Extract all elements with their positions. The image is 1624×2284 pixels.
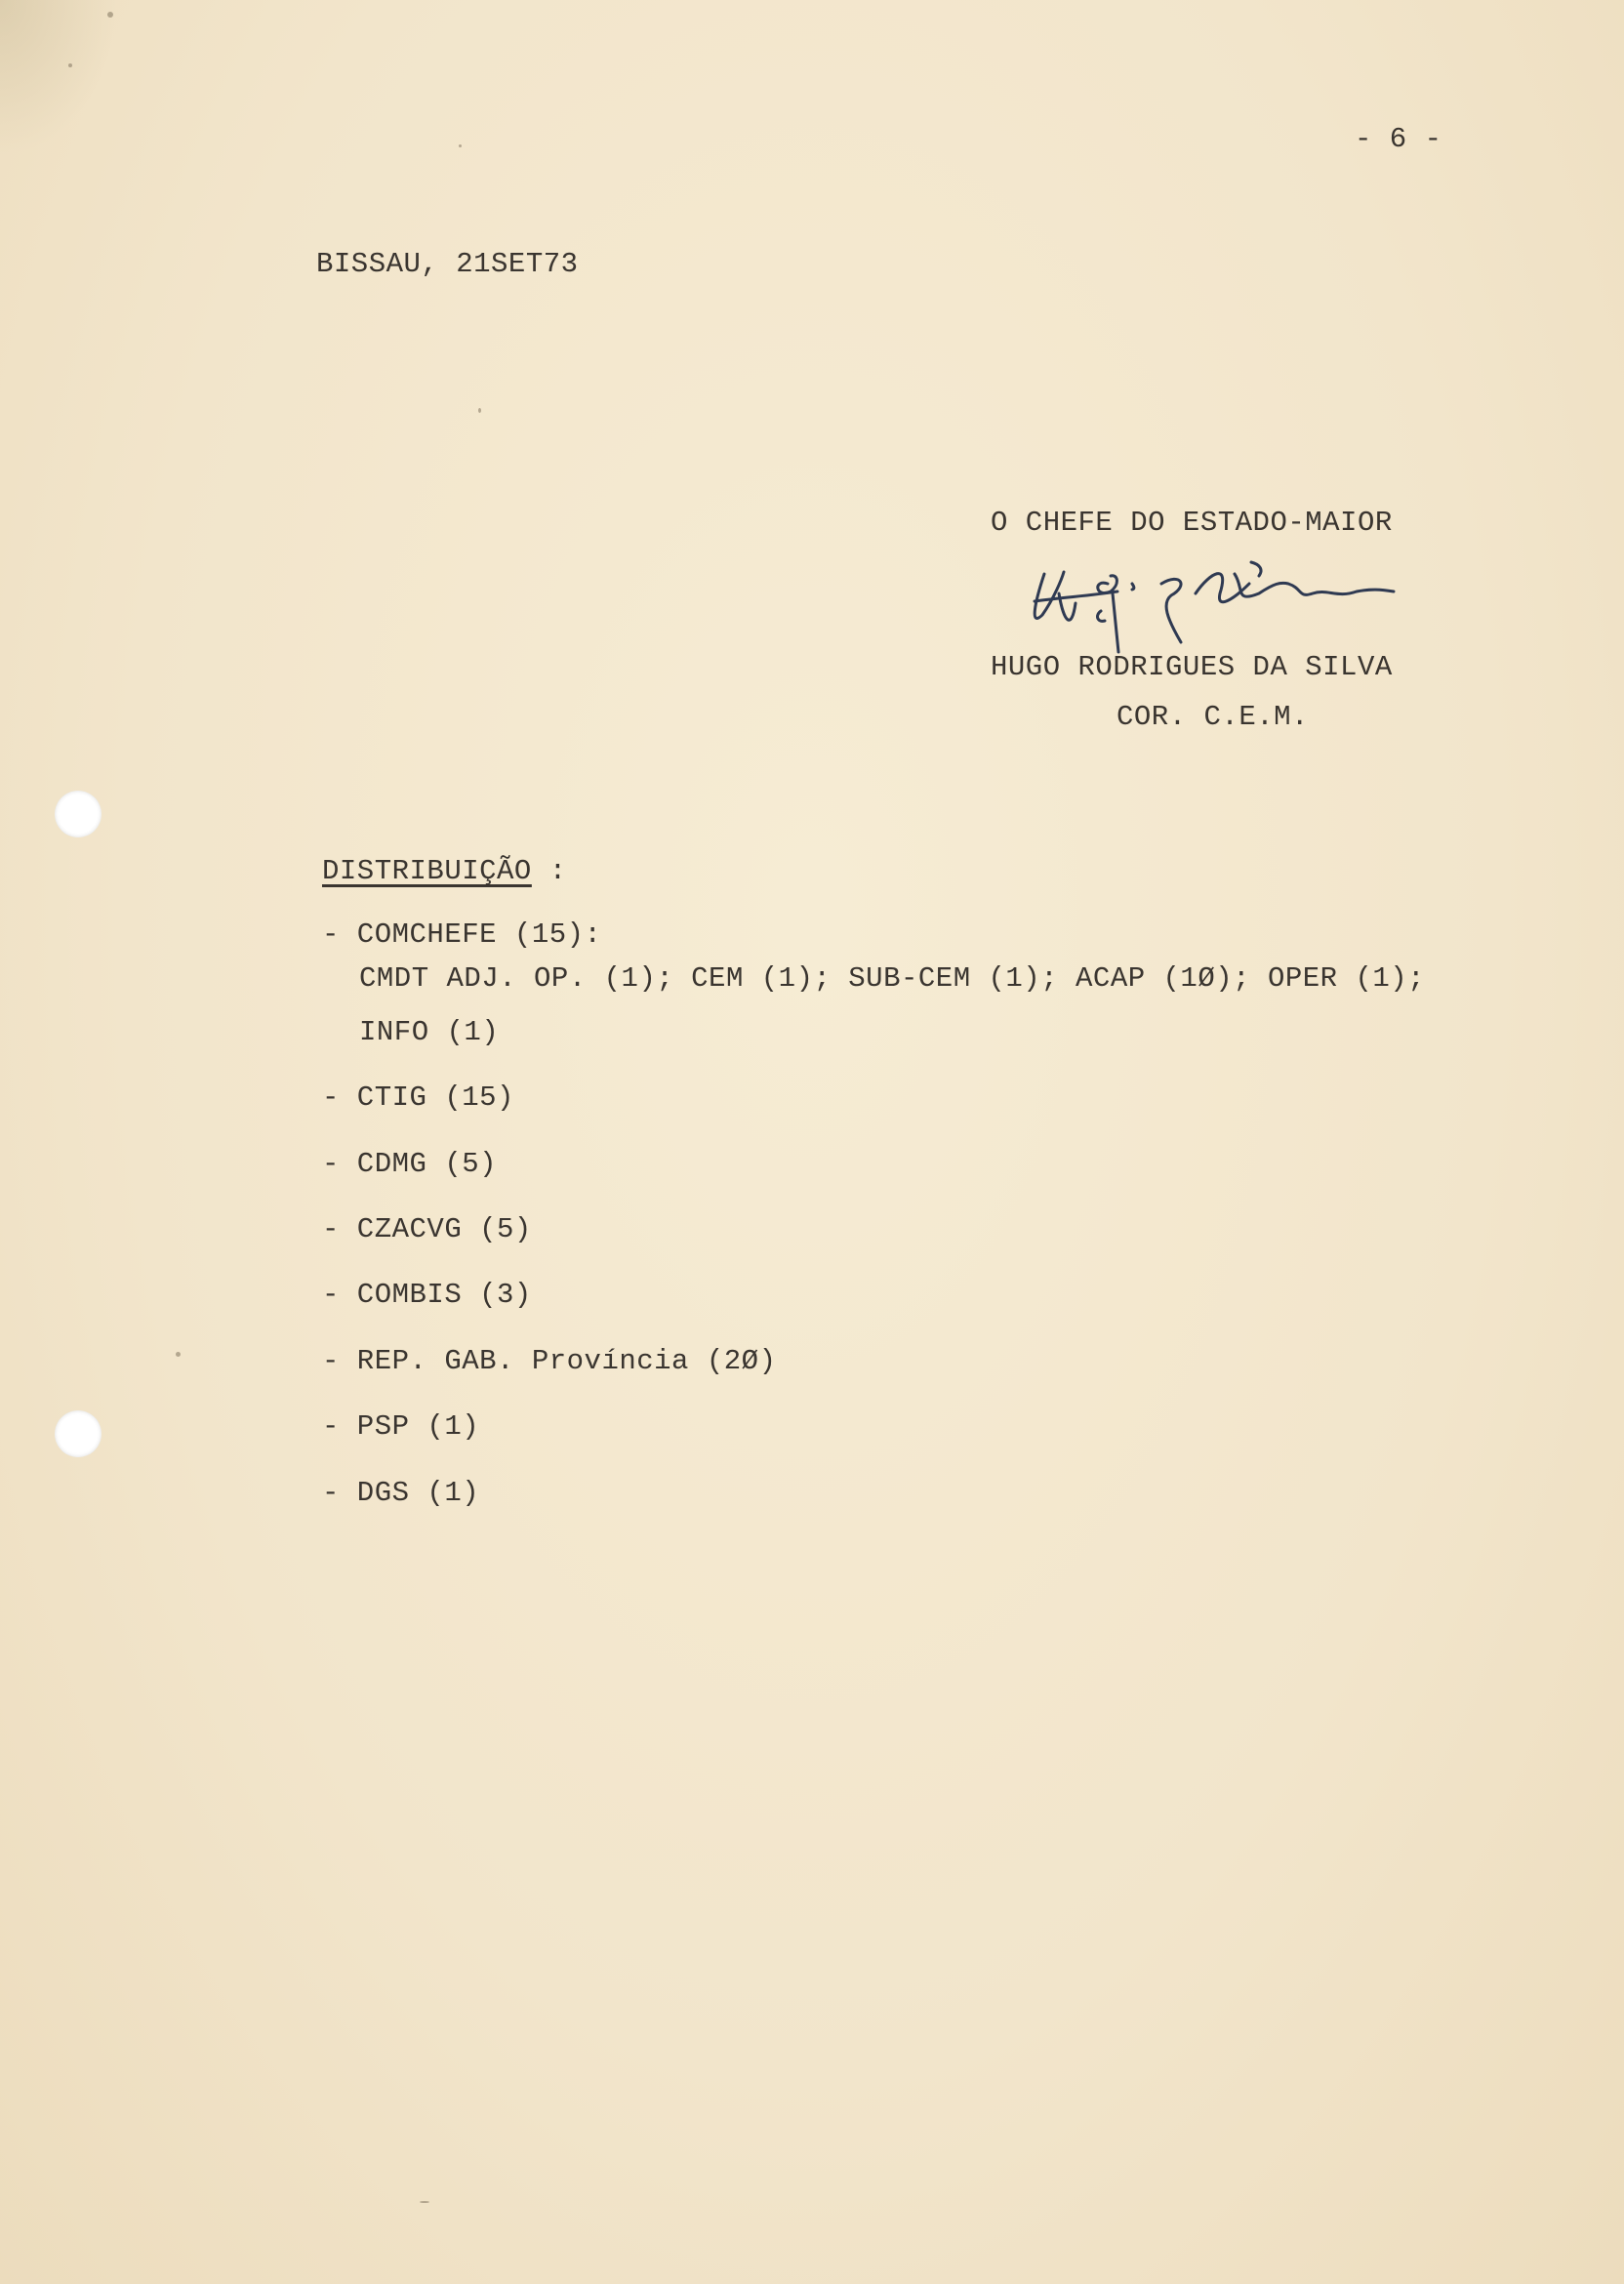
paper-speck [107,12,113,18]
punch-hole-bottom [55,1410,102,1457]
signature-title: O CHEFE DO ESTADO-MAIOR [991,507,1393,539]
paper-speck [68,63,72,67]
paper-speck [459,144,462,147]
punch-hole-top [55,791,102,837]
distribution-item: - DGS (1) [322,1477,480,1509]
distribution-heading-colon: : [548,855,567,887]
distribution-heading-line [322,857,567,885]
paper-speck [478,408,481,413]
page-number: - 6 - [1355,123,1442,155]
paper-speck [176,1352,181,1357]
distribution-item: - CTIG (15) [322,1081,514,1114]
distribution-item: - CZACVG (5) [322,1213,532,1245]
distribution-item: - PSP (1) [322,1410,480,1443]
signatory-name: HUGO RODRIGUES DA SILVA [991,651,1393,683]
paper-speck [420,2201,429,2203]
place-date: BISSAU, 21SET73 [316,248,579,280]
distribution-item: - CDMG (5) [322,1148,498,1180]
handwritten-signature [1025,554,1435,662]
page-corner-shading [0,0,117,156]
distribution-item: - REP. GAB. Província (2Ø) [322,1345,777,1377]
distribution-item-detail: INFO (1) [359,1016,500,1048]
distribution-item: - COMBIS (3) [322,1279,532,1311]
distribution-heading: DISTRIBUIÇÃO [322,855,532,887]
signatory-rank: COR. C.E.M. [1116,701,1309,733]
distribution-item: - COMCHEFE (15): [322,918,602,951]
distribution-item-detail: CMDT ADJ. OP. (1); CEM (1); SUB-CEM (1); ACAP (1Ø); OPER (1); [359,962,1426,995]
